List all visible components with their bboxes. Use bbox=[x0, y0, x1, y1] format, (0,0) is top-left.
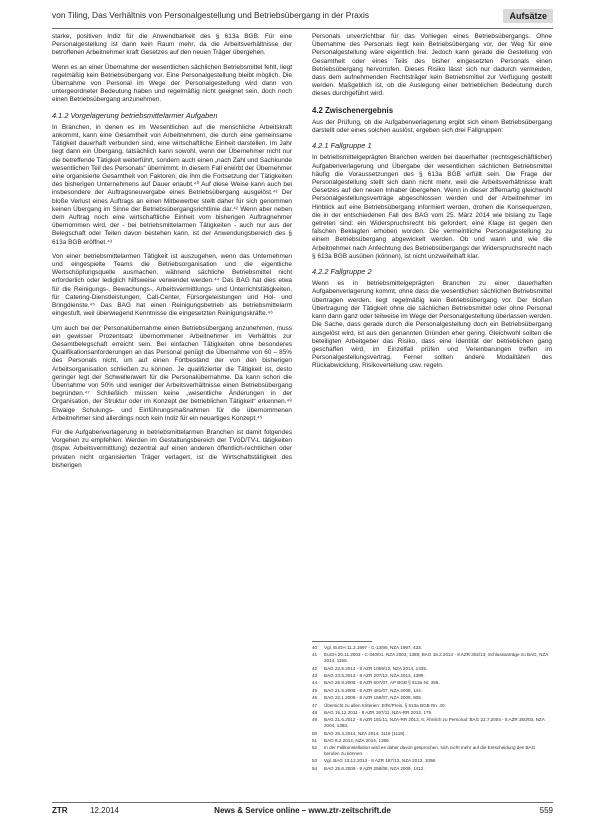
footnote-number: 46 bbox=[312, 695, 318, 701]
footnote bbox=[312, 710, 552, 716]
paragraph: Für die Aufgabenverlagerung in betriebsmittelarmen Branchen ist damit folgendes Vorgehen zu empfehlen: Werden im Gestaltungsbereich der TVöD/TV-L tätigkeiten (bspw. Arbeitsvermittlung) dezentral auf einen anderen öffentlich-rechtlichen oder privaten nicht organisierten Träger verlagert, ist die Wirtschaftstätigkeit des bisherigen bbox=[52, 428, 292, 469]
footnote-number: 41 bbox=[312, 652, 318, 658]
footnote bbox=[312, 695, 552, 701]
footnote-text: EuGH 20.11.2003 - C-340/01, NZA 2003, 1385; BAG 18.2.2014 - 8 AZR 302/13; Schlussanträge zu BAG, NZA 2014, 1156. bbox=[324, 652, 549, 664]
footnote bbox=[312, 652, 552, 664]
paragraph: Von einer betriebsmittelarmen Tätigkeit ist auszugehen, wenn das Unternehmen und eingespielte Teams die Betriebsorganisation und die eigentliche Wertschöpfungsquelle ausmachen, während sächliche Betriebsmittel nicht erforderlich oder lediglich hilfsweise verwendet werden.⁴⁴ Das BAG hat dies etwa für die Reinigungs-, Bewachungs-, Arbeitsvermittlungs- und Unterrichtstätigkeiten, für Catering-Dienstleistungen, Call-Center, Fürsorgeleistungen und Hol- und Bringdienste.⁴⁵ Das BAG hat einen Reinigungsbetrieb als betriebsmittelarm eingestuft, weil überwiegend Kenntnisse die eingesetzten Reinigungskräfte.⁴⁶ bbox=[52, 252, 292, 318]
footnote-text: BAG 21.6.2012 - 8 AZR 181/11, NZA-RR 2013, 6; Ähnlich zu Personal: BAG 22.7.2004 - 8 AZR 350/03, NZA 2004, 1383. bbox=[324, 717, 545, 729]
footnote bbox=[312, 703, 552, 709]
footnote-text: BAG 21.5.2008 - 8 AZR 481/07, NZA 2009, 144. bbox=[324, 687, 423, 693]
footnote bbox=[312, 738, 552, 744]
footnote-text: BAG 23.5.2013 - 8 AZR 207/12, NZA 2013, 1389. bbox=[324, 672, 425, 678]
footnote bbox=[312, 666, 552, 672]
running-title: von Tiling, Das Verhältnis von Personalgestellung und Betriebsübergang in der Praxis bbox=[52, 10, 370, 20]
footnote bbox=[312, 731, 552, 737]
footnote-rule bbox=[312, 641, 372, 642]
footnote-text: BAG 22.5.2014 - 8 AZR 1069/12, NZA 2014, 1335. bbox=[324, 665, 428, 671]
footer-rule bbox=[52, 802, 553, 803]
left-column bbox=[52, 33, 292, 476]
page-footer bbox=[52, 806, 553, 820]
footnote bbox=[312, 766, 552, 772]
footnote-number: 53 bbox=[312, 758, 318, 764]
subheading: 4.2.2 Fallgruppe 2 bbox=[312, 267, 372, 277]
footnote-text: BAG 6.2.2014, NZA 2014, 1389. bbox=[324, 737, 390, 743]
paragraph: Personals unverzichtbar für das Vorliegen eines Betriebsübergangs. Ohne Übernahme des Personals liegt kein Betriebsübergang vor, der Weg für eine Personalgestellung wäre eigentlich frei. Jedoch kann gerade die Gestellung von Gesamtheit oder eines Teils des bisher eingesetzten Personals einen Betriebsübergang hervorrufen. Dieses Risiko lässt sich nur dadurch vermeiden, dass dem aufnehmenden Rechtsträger kein Betriebsmittel zur Verfügung gestellt werden. Maßgeblich ist, ob die Auslegung einer betrieblichen Bedeutung durch dieses durchgeführt wird. bbox=[312, 33, 552, 98]
section-heading: 4.2 Zwischenergebnis bbox=[312, 105, 394, 115]
footnote-number: 48 bbox=[312, 709, 318, 715]
footnote bbox=[312, 645, 552, 651]
paragraph: Wenn es an einer Übernahme der wesentlichen sächlichen Betriebsmittel fehlt, liegt regelmäßig kein Betriebsübergang vor. Eine Personalgestellung bleibt möglich. Die Übernahme von Personal im Wege der Personalgestellung wird dann von untergeordneter Bedeutung haben und regelmäßig nicht geeignet sein, doch noch einen Betriebsübergang anzunehmen. bbox=[52, 63, 292, 104]
journal-name: ZTR bbox=[52, 806, 68, 815]
footnote-number: 43 bbox=[312, 672, 318, 678]
paragraph: Um auch bei der Personalübernahme einen Betriebsübergang anzunehmen, muss ein gewisser Prozentsatz übernommener Arbeitnehmer im Verhältnis zur Gesamtbelegschaft erreicht sein. Bei einfachen Tätigkeiten ohne besonderes Qualifikationsanforderungen an das Personal genügt die Übernahme von 60 – 85% des Personals nicht, um auf einen Fortbestand der von den bisherigen Arbeitsorganisation schließen zu können. Je qualifizierter die Tätigkeit ist, desto geringer legt der Schwellenwert für die Personalübernahme. Da kann schon die Übernahme von 50% und weniger der Arbeitsverhältnisse einen Betriebsübergang begründen.⁴⁷ Schließlich müssen keine „wesentliche Änderungen in der Organisation, der Struktur oder im Konzept der betrieblichen Tätigkeit“ erkennen.⁴⁸ Etwaige Schulungs- und Einführungsmaßnahmen für die übernommenen Arbeitnehmer sind allerdings noch kein Indiz für ein neuartiges Konzept.⁴⁹ bbox=[52, 324, 292, 422]
paragraph: In Branchen, in denen es im Wesentlichen auf die menschliche Arbeitskraft ankommt, kann eine Gesamtheit von Arbeitnehmern, die durch eine gemeinsame Tätigkeit dauerhaft verbunden sind, eine wirtschaftliche Einheit darstellen. Im Jahr liegt dann ein Übergang, tatsächlich kann sowohl, wenn der Übernehmer nicht nur die betreffende Tätigkeit weiterführt, sondern auch einen „nach Zahl und Sachkunde wesentlichen Teil des Personals“ übernimmt. In diesem Fall erwirbt der Übernehmer eine organisierte Gesamtheit von Faktoren, die ihm die Fortsetzung der Tätigkeiten des bisherigen Unternehmens auf Dauer erlaubt.⁴⁰ Auf diese Weise kann auch bei insbesondere der Auftragsneuvergabe eines Betriebsübergang ausgelöst.⁴¹ Der bloße Verlust eines Auftrags an einen Mitbewerber stellt daher für sich genommen keinen Übergang im Sinne der Betriebsübergangsrichtlinie dar.⁴² Wenn aber neben dem Auftrag noch eine wirtschaftliche Einheit vom bisherigen Auftragnehmer übernommen wird, der - bei betriebsmittelarmen Tätigkeiten - auch nur aus der Belegschaft oder Teilen davon bestehen kann, ist der Anwendungsbereich des § 613a BGB eröffnet.⁴³ bbox=[52, 123, 292, 246]
footnote-text: BAG 25.9.2008 - 8 AZR 607/07, AP BGB § 613a Nr. 355. bbox=[324, 680, 440, 686]
header-rule bbox=[52, 28, 553, 29]
footnote bbox=[312, 688, 552, 694]
footnote bbox=[312, 680, 552, 686]
footnote-number: 45 bbox=[312, 687, 318, 693]
footnote-text: Vgl. BAG 13.12.2013 - 8 AZR 187/13, NZA 2013, 1098. bbox=[324, 758, 437, 764]
page-header bbox=[52, 9, 553, 27]
footnote-number: 50 bbox=[312, 730, 318, 736]
website-promo: News & Service online – www.ztr-zeitschrift.de bbox=[214, 806, 391, 815]
footnote-number: 44 bbox=[312, 680, 318, 686]
footnote bbox=[312, 673, 552, 679]
footnote-number: 42 bbox=[312, 665, 318, 671]
footnote bbox=[312, 745, 552, 757]
footnote-number: 40 bbox=[312, 645, 318, 650]
footnote-number: 54 bbox=[312, 765, 318, 771]
footnote-number: 52 bbox=[312, 745, 318, 751]
footnote-number: 51 bbox=[312, 737, 318, 743]
paragraph: In betriebsmittelgeprägten Branchen werden bei dauerhafter (rechtsgeschäftlicher) Aufgabenverlagerung und Übergabe der wesentlichen sächlichen Betriebsmittel häufig die Voraussetzungen des § 613a BGB erfüllt sein. Die Frage der Personalgestellung stellt sich dann nicht mehr, weil die Arbeitsverhältnisse kraft Gesetzes auf den neuen Inhaber übergehen. Wenn in dieser ziffernartig gleichwohl Personalgestellungsverträge abgeschlossen werden und der Arbeitnehmer im Hinblick auf eine Betriebsübergang informiert werden, drohen die Konsequenzen, die in der entschiedenen Fall des BAG vom 25. März 2014 wie bislang zu Tage getreten sind: ein Widerspruchsrecht bis gefordert, eine Klage ist gegen den falschen Beklagten erhoben worden. Die vermeintliche Personalgestellung zu einem Betriebsübergang abgewickelt werden. Ob und wann und wie die Arbeitnehmer nach Anfechtung des Betriebsübergangs der Widerspruchsrecht nach § 613a BGB ausüben (können), ist nicht unzweifelhaft klar. bbox=[312, 154, 552, 260]
paragraph: Wenn es in betriebsmittelgeprägten Branchen zu einer dauerhaften Aufgabenverlagerung kommt, ohne dass die wesentlichen sächlichen Betriebsmittel übertragen werden, liegt regelmäßig kein Betriebsübergang vor. Der bloßen Übertragung der Tätigkeit ohne die sächlichen Betriebsmittel oder ohne Personal kann dann ganz oder teilweise im Wege der Personalgestellung überlassen werden. Die Sache, dass gerade durch die Personalgestellung doch ein Betriebsübergang ausgelöst wird, ist aus den genannten Gründen eher gering. Gleichwohl sollten die beteiligten Arbeitgeber das Risiko, dass eine Identität der betrieblichen gang geschaffen wird, im Einzelfall prüfen und Vereinbarungen treffen im Personalgestellungsvertrag. Ferner sollten andere Modalitäten des Rückabwicklung, Risikoverteilung usw. regeln. bbox=[312, 280, 552, 370]
footnote-text: Vgl. EuGH 11.3.1997 - C-13/95, NZA 1997, 433. bbox=[324, 645, 422, 650]
footnote-text: In der Fallkonstellation wird es daher davon gesprochen, sich nicht mehr auf die Entscheidung des BAG berufen zu können. bbox=[324, 745, 536, 757]
footnote-text: BAG 22.1.2009 - 8 AZR 158/07, NZA 2009, 905. bbox=[324, 695, 423, 701]
paragraph: starke, positiven Indiz für die Anwendbarkeit des § 613a BGB. Für eine Personalgestellung ist dann kein Raum mehr, da die Arbeitsverhältnisse der betroffenen Arbeitnehmer kraft Gesetzes auf den neuen Träger übergehen. bbox=[52, 33, 292, 57]
issue-number: 12.2014 bbox=[90, 806, 119, 815]
page-number: 559 bbox=[539, 806, 553, 815]
footnotes bbox=[312, 645, 552, 773]
right-column bbox=[312, 33, 552, 377]
footnote-text: BAG 25.3.2014, NZA 2014, 1118 (1119). bbox=[324, 730, 406, 736]
footnote bbox=[312, 717, 552, 729]
subheading: 4.2.1 Fallgruppe 1 bbox=[312, 141, 372, 151]
paragraph: Aus der Prüfung, ob die Aufgabenverlagerung ergibt sich einem Betriebsübergang darstellt oder eines solchen auslöst, ergeben sich drei Fallgruppen: bbox=[312, 118, 552, 135]
footnote bbox=[312, 758, 552, 764]
footnote-number: 49 bbox=[312, 717, 318, 723]
footnote-text: Übersicht zu allen Kriterien: ErfK/Preis, § 613a BGB Rn. 40. bbox=[324, 702, 446, 708]
subheading: 4.1.2 Vorgelagerung betriebsmittelarmer Aufgaben bbox=[52, 110, 218, 120]
footnote-text: BAG 15.12.2011 - 8 AZR 197/11, NZA-RR 2013, 179. bbox=[324, 709, 433, 715]
footnote-text: BAG 25.6.2009 - 8 AZR 258/08, NZA 2009, 1412. bbox=[324, 765, 425, 771]
footnote-number: 47 bbox=[312, 702, 318, 708]
section-tag: Aufsätze bbox=[503, 9, 553, 23]
